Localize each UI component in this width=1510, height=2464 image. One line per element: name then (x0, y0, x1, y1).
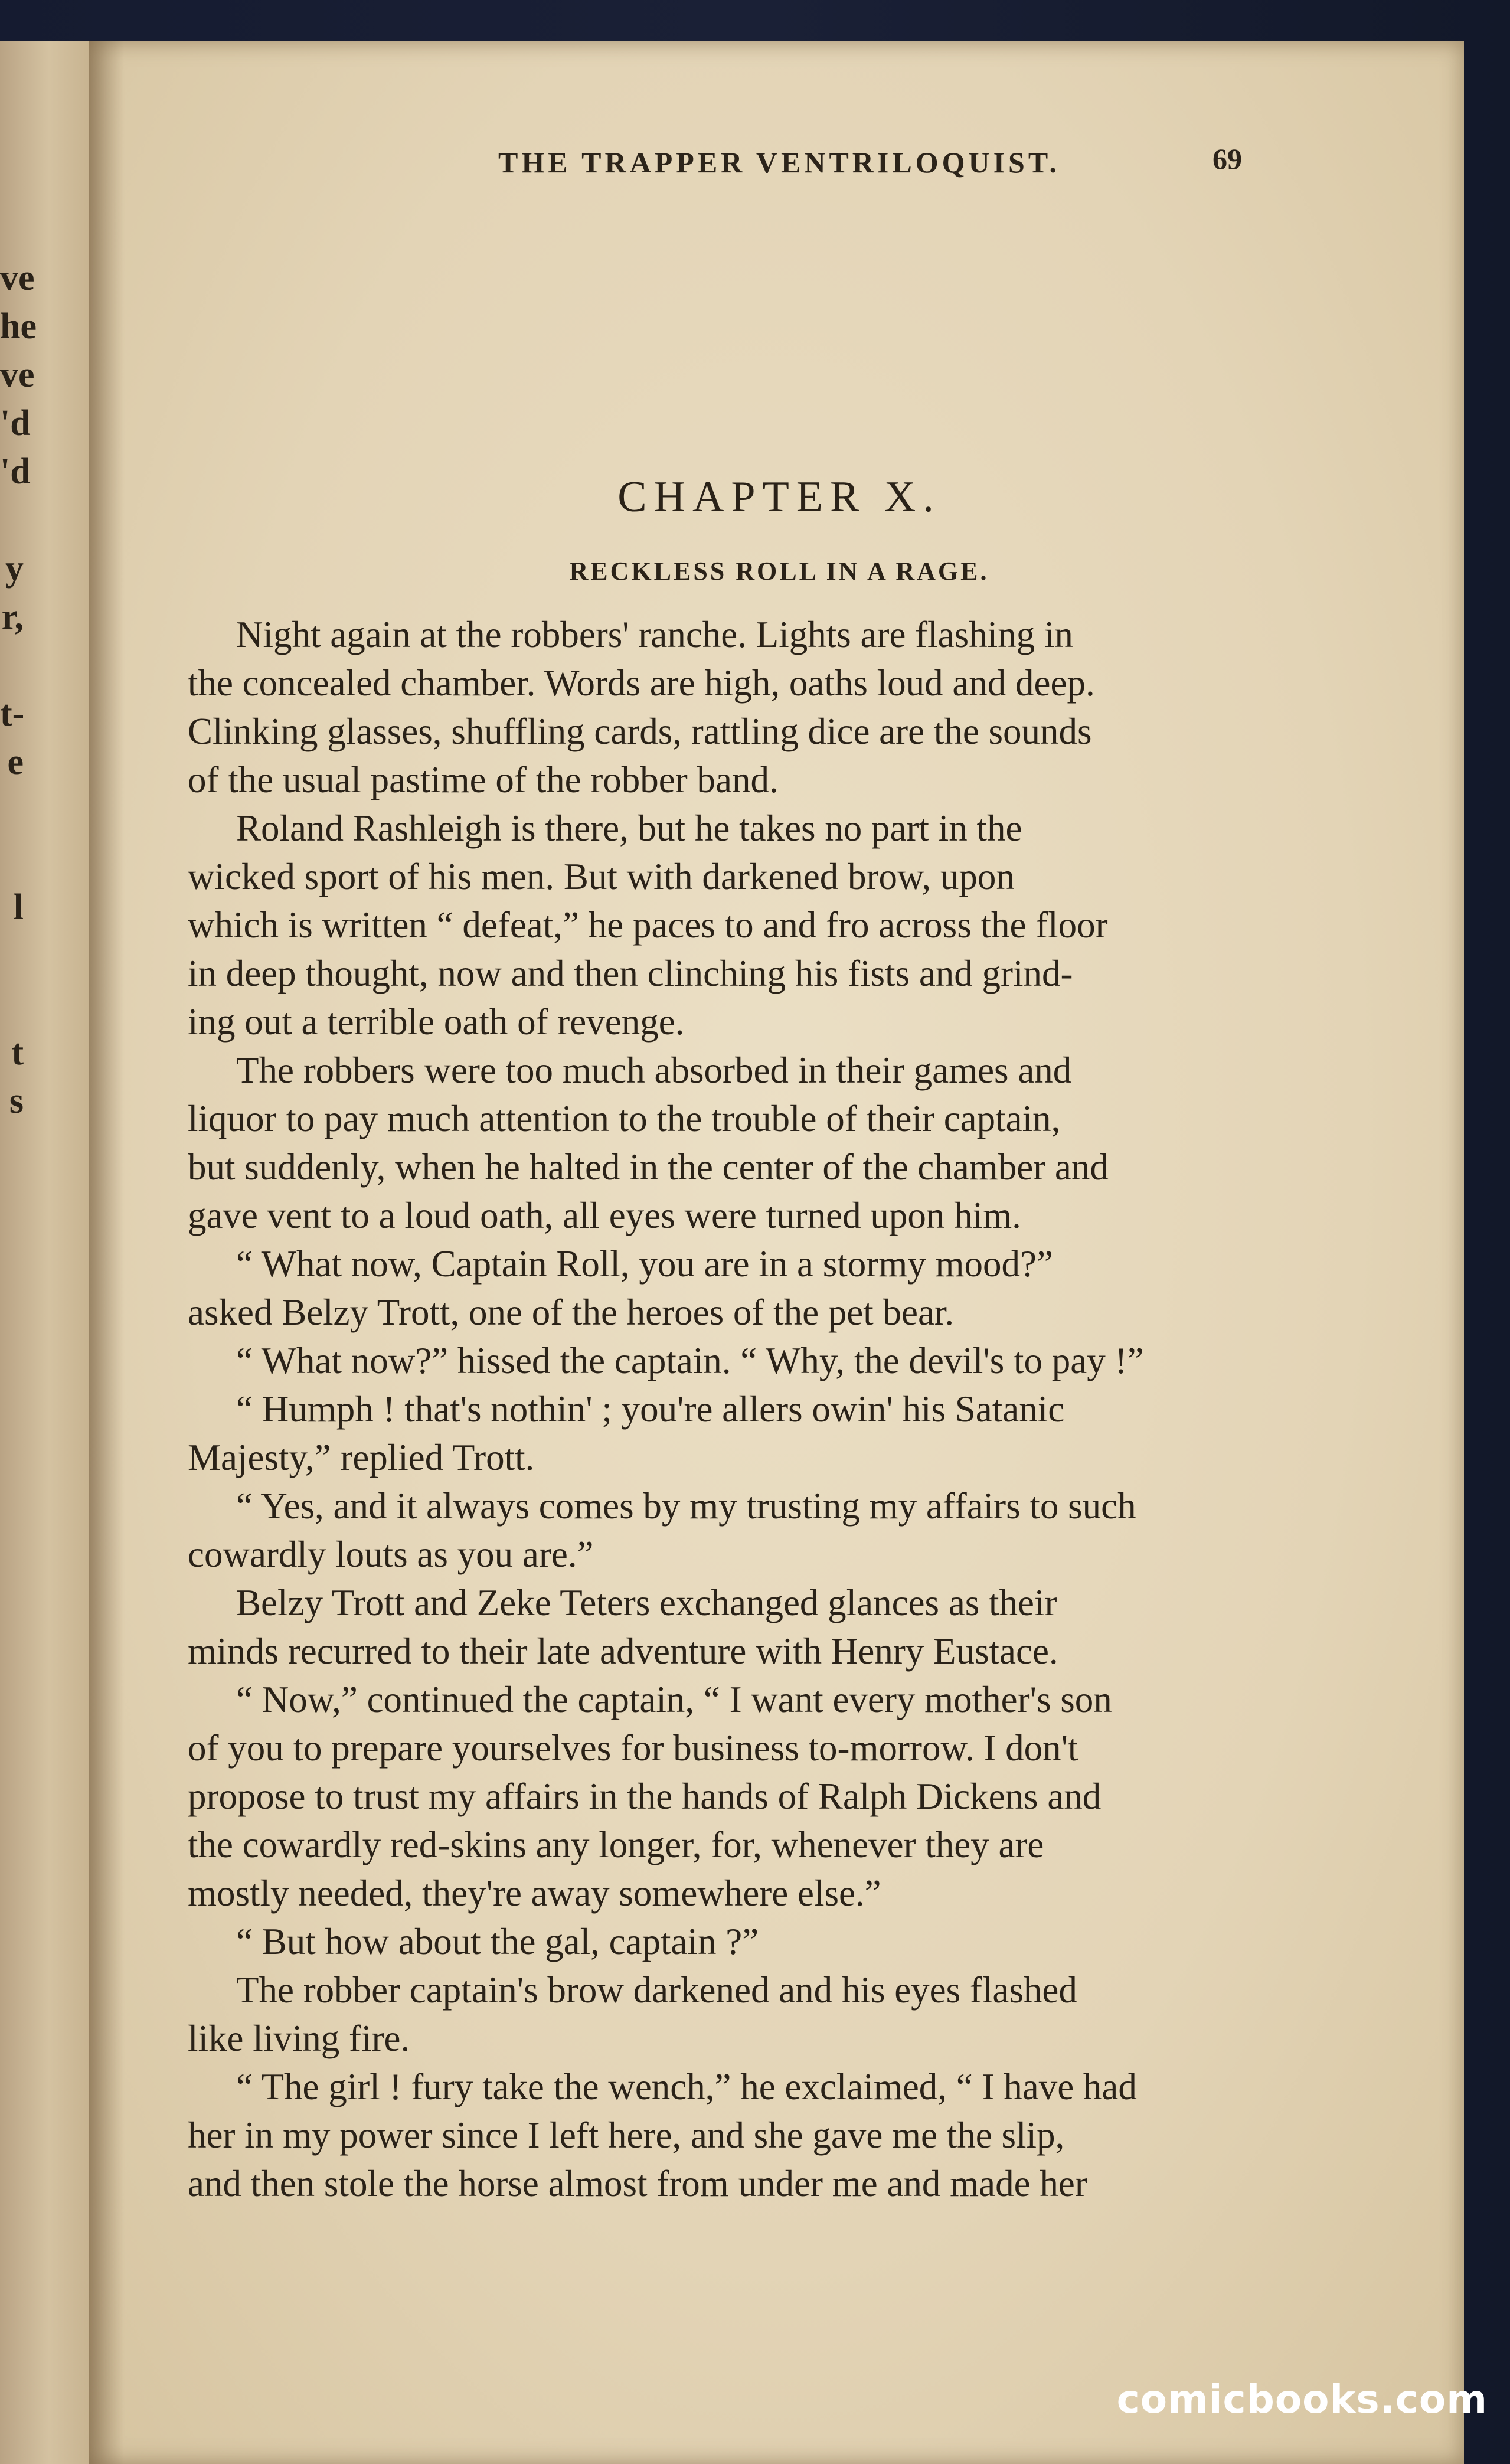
text-line: and then stole the horse almost from under me and made her (188, 2163, 1087, 2204)
fragment (0, 496, 89, 544)
text-line: Roland Rashleigh is there, but he takes no part in the (236, 808, 1022, 849)
text-line: the concealed chamber. Words are high, oaths loud and deep. (188, 662, 1095, 704)
text-line: The robber captain's brow darkened and his eyes flashed (236, 1969, 1077, 2011)
fragment: ve (0, 258, 35, 298)
text-line: Clinking glasses, shuffling cards, rattling dice are the sounds (188, 711, 1092, 752)
fragment: l (13, 887, 24, 927)
fragment: he (0, 306, 37, 347)
text-line: in deep thought, now and then clinching his fists and grind- (188, 953, 1073, 994)
fragment: y (5, 548, 24, 589)
page-number: 69 (1212, 142, 1242, 175)
fragment: t (11, 1032, 24, 1073)
fragment (0, 980, 89, 1028)
text-line: cowardly louts as you are.” (188, 1534, 594, 1575)
fragment: s (9, 1081, 24, 1121)
site-watermark: comicbooks.com (1116, 2377, 1488, 2422)
fragment: 'd (0, 403, 31, 443)
text-line: “ Humph ! that's nothin' ; you're allers owin' his Satanic (236, 1388, 1065, 1430)
text-line: “ But how about the gal, captain ?” (236, 1921, 759, 1962)
text-line: like living fire. (188, 2018, 410, 2059)
text-line: mostly needed, they're away somewhere else.” (188, 1872, 881, 1914)
text-line: “ Now,” continued the captain, “ I want every mother's son (236, 1679, 1112, 1720)
text-line: propose to trust my affairs in the hands of Ralph Dickens and (188, 1776, 1102, 1817)
text-line: minds recurred to their late adventure with Henry Eustace. (188, 1630, 1058, 1672)
text-line: asked Belzy Trott, one of the heroes of the pet bear. (188, 1292, 955, 1333)
fragment (0, 932, 89, 980)
text-line: “ Yes, and it always comes by my trusting my affairs to such (236, 1485, 1136, 1527)
text-line: liquor to pay much attention to the trouble of their captain, (188, 1098, 1061, 1139)
text-line: The robbers were too much absorbed in their games and (236, 1050, 1072, 1091)
text-line: of the usual pastime of the robber band. (188, 759, 779, 800)
text-line: which is written “ defeat,” he paces to and fro across the floor (188, 904, 1108, 946)
text-line: “ The girl ! fury take the wench,” he exclaimed, “ I have had (236, 2066, 1137, 2107)
gutter-shadow (89, 41, 124, 2464)
chapter-subtitle: RECKLESS ROLL IN A RAGE. (569, 557, 989, 586)
text-line: Belzy Trott and Zeke Teters exchanged glances as their (236, 1582, 1057, 1623)
text-line: “ What now, Captain Roll, you are in a stormy mood?” (236, 1243, 1053, 1285)
text-line: the cowardly red-skins any longer, for, whenever they are (188, 1824, 1044, 1865)
fragment (0, 641, 89, 689)
book-page (89, 41, 1464, 2464)
fragment: ve (0, 355, 35, 395)
previous-page-edge (0, 41, 89, 2464)
fragment: 'd (0, 452, 31, 492)
text-line: her in my power since I left here, and she gave me the slip, (188, 2115, 1065, 2156)
chapter-title: CHAPTER X. (617, 473, 941, 521)
running-head: THE TRAPPER VENTRILOQUIST. (498, 146, 1061, 179)
text-line: ing out a terrible oath of revenge. (188, 1001, 685, 1043)
text-line: gave vent to a loud oath, all eyes were turned upon him. (188, 1195, 1021, 1236)
fragment: e (7, 742, 24, 782)
text-line: “ What now?” hissed the captain. “ Why, the devil's to pay !” (236, 1340, 1144, 1381)
text-line: wicked sport of his men. But with darkened brow, upon (188, 856, 1015, 897)
fragment (0, 835, 89, 883)
fragment: r, (1, 597, 24, 637)
body-text (188, 610, 1335, 2208)
text-line: Majesty,” replied Trott. (188, 1437, 535, 1478)
text-line: but suddenly, when he halted in the center of the chamber and (188, 1146, 1109, 1188)
fragment (0, 786, 89, 835)
previous-page-fragments (0, 254, 89, 1125)
text-line: of you to prepare yourselves for business to-morrow. I don't (188, 1727, 1078, 1769)
text-line: Night again at the robbers' ranche. Lights are flashing in (236, 614, 1073, 655)
fragment: t- (0, 694, 25, 734)
